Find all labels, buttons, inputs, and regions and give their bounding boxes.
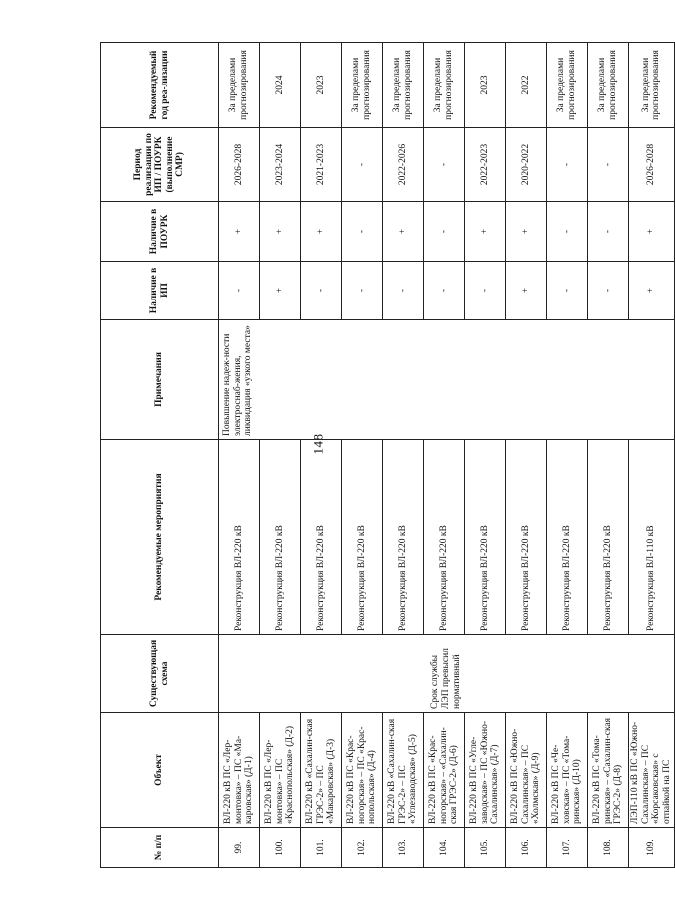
row-object: ВЛ-220 кВ ПС «Крас-ногорская» – «Сахалин-ская ГРЭС-2» (Д-6) [424,713,465,828]
row-num: 109. [629,828,675,868]
row-object: ВЛ-220 кВ ПС «Крас-ногорская» – ПС «Крас-нопольская» (Д-4) [342,713,383,828]
row-object: ВЛ-220 кВ ПС «Че-ховская» – ПС «Тома-ринская» (Д-10) [547,713,588,828]
row-pourk: - [588,202,629,262]
row-num: 107. [547,828,588,868]
row-period: 2023-2024 [260,128,301,202]
row-ip: + [506,262,547,320]
row-year: За пределами прогнозирования [588,43,629,128]
row-num: 108. [588,828,629,868]
header-object: Объект [101,713,219,828]
row-period: - [424,128,465,202]
header-period: Период реализации по ИП / ПОУРК (выполнение СМР) [101,128,219,202]
row-object: ВЛ-220 кВ «Сахалин-ская ГРЭС-2» – ПС «Углезаводская» (Д-5) [383,713,424,828]
row-measures: Реконструкция ВЛ-220 кВ [383,440,424,635]
row-object: ВЛ-220 кВ ПС «Лер-монтовка» – ПС «Краснопольская» (Д-2) [260,713,301,828]
table-row [342,43,383,868]
row-measures: Реконструкция ВЛ-220 кВ [260,440,301,635]
row-measures: Реконструкция ВЛ-220 кВ [424,440,465,635]
table-row [506,43,547,868]
row-year: 2022 [506,43,547,128]
table-row [260,43,301,868]
row-pourk: - [424,202,465,262]
row-measures: Реконструкция ВЛ-220 кВ [506,440,547,635]
row-year: 2023 [465,43,506,128]
row-pourk: + [301,202,342,262]
row-num: 104. [424,828,465,868]
row-measures: Реконструкция ВЛ-110 кВ [629,440,675,635]
header-scheme: Существующая схема [101,635,219,713]
row-period: 2022-2023 [465,128,506,202]
row-pourk: + [383,202,424,262]
row-pourk: + [506,202,547,262]
page-number: 148 [310,433,326,455]
table-row [424,43,465,868]
row-period: 2026-2028 [219,128,260,202]
row-period: 2022-2026 [383,128,424,202]
row-pourk: - [547,202,588,262]
row-year: За пределами прогнозирования [547,43,588,128]
header-pourk: Наличие в ПОУРК [101,202,219,262]
header-measures: Рекомендуемые мероприятия [101,440,219,635]
row-measures: Реконструкция ВЛ-220 кВ [588,440,629,635]
existing-scheme-cell: Срок службы ЛЭП превысил нормативный [219,635,675,713]
table-row [219,43,260,868]
row-pourk: + [219,202,260,262]
row-period: - [342,128,383,202]
row-year: 2023 [301,43,342,128]
table-header-row [101,43,219,868]
row-measures: Реконструкция ВЛ-220 кВ [547,440,588,635]
row-num: 103. [383,828,424,868]
row-ip: - [547,262,588,320]
row-ip: - [383,262,424,320]
header-notes: Примечания [101,320,219,440]
row-period: - [547,128,588,202]
row-object: ВЛ-220 кВ «Сахалин-ская ГРЭС-2» – ПС «Макаровская» (Д-3) [301,713,342,828]
row-pourk: - [342,202,383,262]
row-num: 101. [301,828,342,868]
row-year: За пределами прогнозирования [342,43,383,128]
table-row [301,43,342,868]
row-ip: + [629,262,675,320]
row-pourk: + [260,202,301,262]
row-ip: + [260,262,301,320]
table-row [383,43,424,868]
table-row [547,43,588,868]
row-year: За пределами прогнозирования [424,43,465,128]
row-num: 106. [506,828,547,868]
row-object: ВЛ-220 кВ ПС «Южно-Сахалинская» – ПС «Холмская» (Д-9) [506,713,547,828]
table-row [629,43,675,868]
row-ip: - [219,262,260,320]
row-period: 2026-2028 [629,128,675,202]
row-year: За пределами прогнозирования [629,43,675,128]
row-object: ЛЭП-110 кВ ПС «Южно-Сахалинская» – ПС «Корсаковская» с отпайкой на ПС [629,713,675,828]
row-period: - [588,128,629,202]
row-ip: - [342,262,383,320]
table-row [588,43,629,868]
row-measures: Реконструкция ВЛ-220 кВ [219,440,260,635]
header-num: № п/п [101,828,219,868]
row-object: ВЛ-220 кВ ПС «Угле-заводская» – ПС «Южно-Сахалинская» (Д-7) [465,713,506,828]
row-pourk: + [465,202,506,262]
row-year: За пределами прогнозирования [219,43,260,128]
row-measures: Реконструкция ВЛ-220 кВ [342,440,383,635]
row-num: 99. [219,828,260,868]
row-object: ВЛ-220 кВ ПС «Тома-ринская» – «Сахалин-ская ГРЭС-2» (Д-8) [588,713,629,828]
row-num: 105. [465,828,506,868]
row-num: 100. [260,828,301,868]
measures-table [100,42,675,868]
row-year: За пределами прогнозирования [383,43,424,128]
table-row [465,43,506,868]
row-period: 2020-2022 [506,128,547,202]
row-ip: - [301,262,342,320]
row-object: ВЛ-220 кВ ПС «Лер-монтовка» – ПС «Ма-каровская» (Д-1) [219,713,260,828]
row-ip: - [588,262,629,320]
rotated-table-container [100,43,672,868]
row-measures: Реконструкция ВЛ-220 кВ [301,440,342,635]
header-year: Рекомендуемый год реа-лизации [101,43,219,128]
row-measures: Реконструкция ВЛ-220 кВ [465,440,506,635]
notes-cell: Повышение надеж-ности электроснаб-жения, ликвидация «узкого места» [219,320,675,440]
row-pourk: + [629,202,675,262]
row-ip: - [424,262,465,320]
row-num: 102. [342,828,383,868]
row-period: 2021-2023 [301,128,342,202]
row-year: 2024 [260,43,301,128]
header-ip: Наличие в ИП [101,262,219,320]
row-ip: - [465,262,506,320]
